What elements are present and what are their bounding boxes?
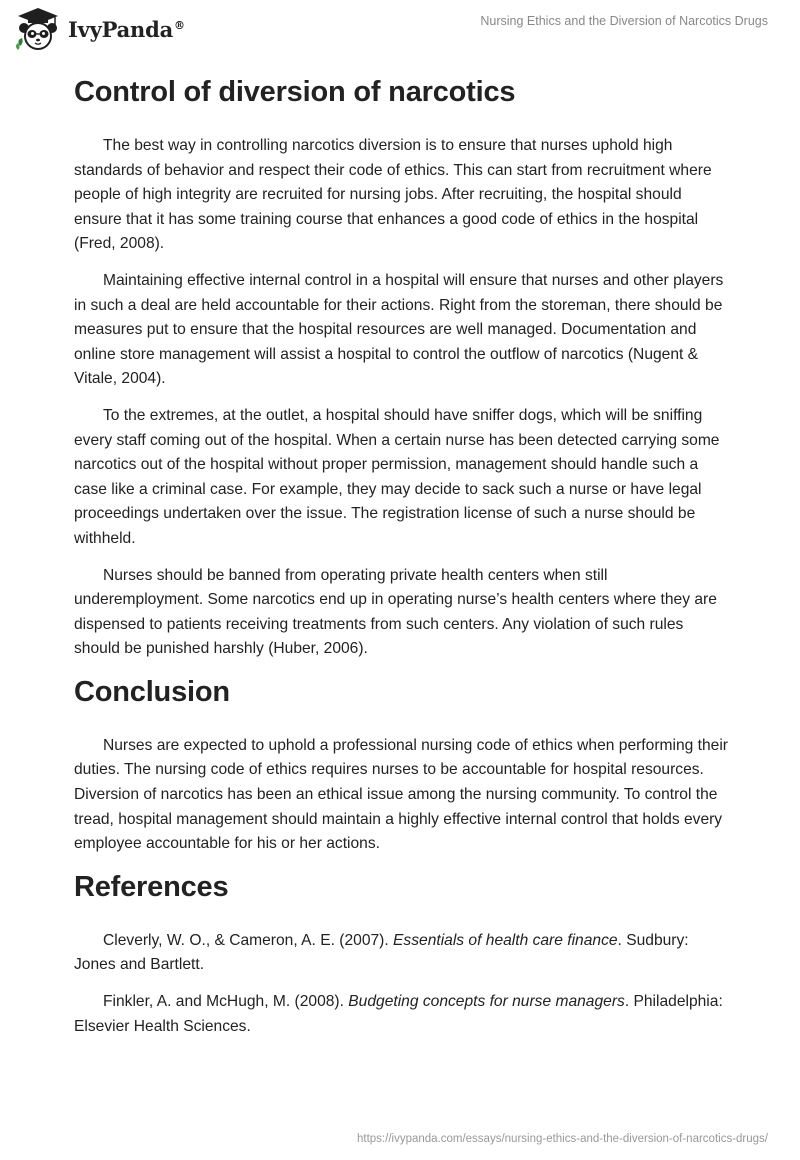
logo-wordmark: IvyPanda® bbox=[68, 16, 185, 42]
essay-body bbox=[74, 70, 730, 1039]
paragraph: To the extremes, at the outlet, a hospital should have sniffer dogs, which will be sniffing every staff coming out of the hospital. When a certain nurse has been detected carrying some narcotics out of the hospital without proper permission, management should handle such a case like a criminal case. For example, they may decide to sack such a nurse or have legal proceedings undertaken over the issue. The registration license of such a nurse should be withheld. bbox=[74, 406, 720, 547]
paragraph: Nurses are expected to uphold a professional nursing code of ethics when performing their duties. The nursing code of ethics requires nurses to be accountable for hospital resources. Diversion of narcotics has been an ethical issue among the nursing community. To control the tread, hospital management should maintain a highly effective internal control that holds every employee accountable for his or her actions. bbox=[74, 736, 728, 853]
page-header bbox=[0, 0, 800, 70]
logo[interactable] bbox=[14, 6, 185, 52]
paragraph: Nurses should be banned from operating private health centers when still underemployment. Some narcotics end up in operating nurse’s health centers where they are dispensed to patients receiving treatments from such centers. Any violation of such rules should be punished harshly (Huber, 2006). bbox=[74, 566, 717, 658]
reference-item: Finkler, A. and McHugh, M. (2008). Budgeting concepts for nurse managers. Philadelphia: Elsevier Health Sciences. bbox=[74, 993, 723, 1035]
paragraph: The best way in controlling narcotics diversion is to ensure that nurses uphold high standards of behavior and respect their code of ethics. This can start from recruitment where people of high integrity are recruited for nursing jobs. After recruiting, the hospital should ensure that it has some training course that enhances a good code of ethics in the hospital (Fred, 2008). bbox=[74, 137, 712, 253]
document-title: Nursing Ethics and the Diversion of Narcotics Drugs bbox=[480, 14, 768, 28]
section-heading-control: Control of diversion of narcotics bbox=[74, 76, 516, 108]
panda-graduation-icon bbox=[14, 6, 62, 52]
reference-item: Cleverly, W. O., & Cameron, A. E. (2007). Essentials of health care finance. Sudbury: Jones and Bartlett. bbox=[74, 931, 689, 974]
section-heading-references: References bbox=[74, 870, 229, 903]
section-heading-conclusion: Conclusion bbox=[74, 675, 230, 708]
paragraph: Maintaining effective internal control in a hospital will ensure that nurses and other players in such a deal are held accountable for their actions. Right from the storeman, there should be measures put to ensure that the hospital resources are well managed. Documentation and online store management will assist a hospital to control the outflow of narcotics (Nugent & Vitale, 2004). bbox=[74, 271, 724, 388]
source-url[interactable]: https://ivypanda.com/essays/nursing-ethics-and-the-diversion-of-narcotics-drugs/ bbox=[357, 1133, 768, 1145]
